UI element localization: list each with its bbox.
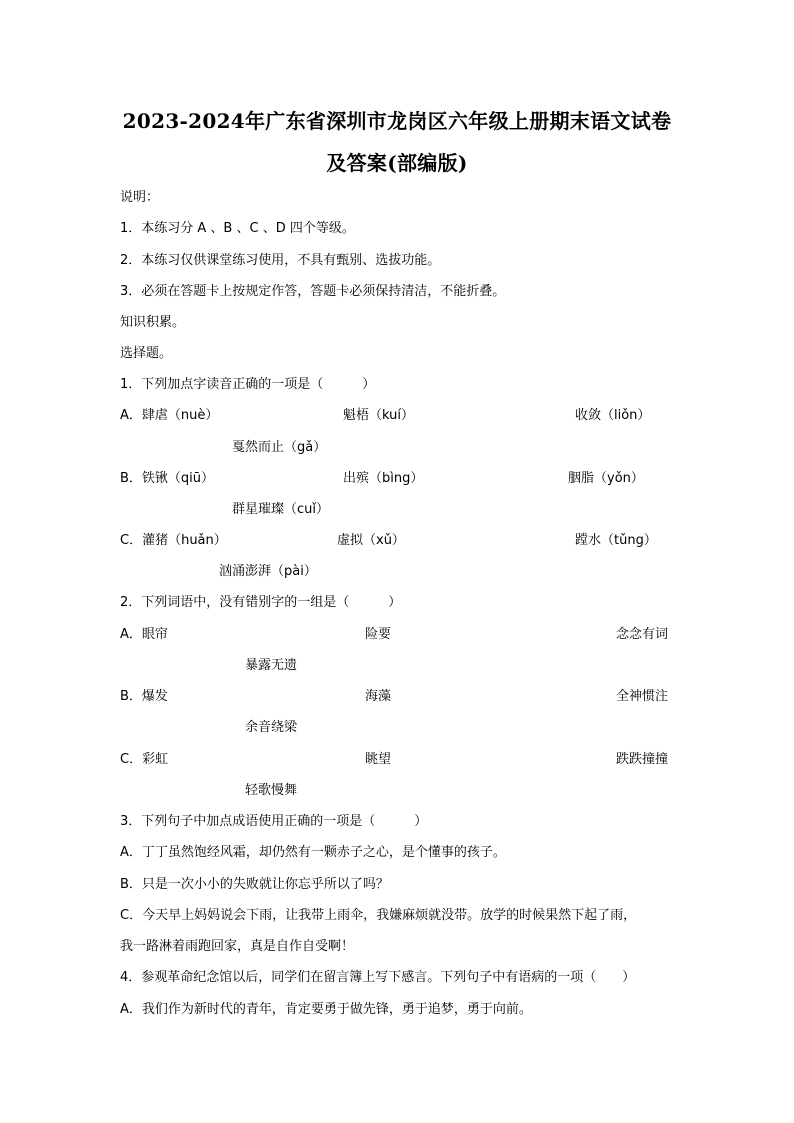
q2-option-b-word3: 全神惯注: [616, 689, 669, 704]
q1-option-b-word2: 出殡（bìng）: [343, 471, 424, 486]
q1-option-c-word2: 虚拟（xǔ）: [337, 533, 405, 548]
doc-title-line2: 及答案(部编版): [326, 151, 468, 175]
q2-option-c-word1: C．彩虹: [120, 752, 169, 767]
q2-option-a-word4: 暴露无遗: [245, 658, 298, 673]
instructions-label: 说明：: [120, 190, 160, 205]
instruction-3: 3．必须在答题卡上按规定作答，答题卡必须保持清洁，不能折叠。: [120, 284, 506, 299]
q1-option-a-word3: 收敛（liǒn）: [575, 408, 651, 423]
q1-option-b-word1: B．铁锹（qiū）: [120, 471, 215, 486]
q2-option-c-word2: 眺望: [365, 752, 392, 767]
q1-option-c-word3: 蹚水（tǔng）: [575, 533, 657, 548]
q2-option-c-word4: 轻歌慢舞: [245, 783, 298, 798]
q2-option-c-word3: 跌跌撞撞: [616, 752, 669, 767]
instruction-1: 1．本练习分 A 、B 、C 、D 四个等级。: [120, 221, 355, 236]
question-1-stem: 1．下列加点字读音正确的一项是（ ）: [120, 377, 376, 392]
q2-option-b-word4: 余音绕梁: [245, 720, 298, 735]
instruction-2: 2．本练习仅供课堂练习使用，不具有甄别、选拔功能。: [120, 253, 441, 268]
doc-title-line1: 2023-2024年广东省深圳市龙岗区六年级上册期末语文试卷: [122, 109, 672, 133]
question-2-stem: 2．下列词语中，没有错别字的一组是（ ）: [120, 595, 402, 610]
q1-option-a-word2: 魁梧（kuí）: [343, 408, 414, 423]
section-heading-knowledge: 知识积累。: [120, 315, 186, 330]
q2-option-b-word2: 海藻: [365, 689, 392, 704]
q1-option-b-word4: 群星璀璨（cuǐ）: [232, 502, 329, 517]
q3-option-c-line1: C．今天早上妈妈说会下雨，让我带上雨伞，我嫌麻烦就没带。放学的时候果然下起了雨，: [120, 908, 637, 923]
q4-option-a: A．我们作为新时代的青年，肯定要勇于做先锋，勇于追梦，勇于向前。: [120, 1002, 532, 1017]
q2-option-b-word1: B．爆发: [120, 689, 168, 704]
q3-option-b: B．只是一次小小的失败就让你忘乎所以了吗？: [120, 877, 389, 892]
q1-option-b-word3: 胭脂（yǒn）: [568, 471, 644, 486]
q3-option-a: A．丁丁虽然饱经风霜，却仍然有一颗赤子之心，是个懂事的孩子。: [120, 845, 506, 860]
section-heading-choice: 选择题。: [120, 346, 173, 361]
q1-option-a-word4: 戛然而止（gǎ）: [232, 440, 327, 455]
question-4-stem: 4．参观革命纪念馆以后，同学们在留言簿上写下感言。下列句子中有语病的一项（ ）: [120, 970, 636, 985]
q1-option-c-word4: 汹涌澎湃（pài）: [219, 564, 317, 579]
question-3-stem: 3．下列句子中加点成语使用正确的一项是（ ）: [120, 814, 428, 829]
q1-option-c-word1: C．灌猪（huǎn）: [120, 533, 227, 548]
q2-option-a-word3: 念念有词: [616, 627, 669, 642]
q2-option-a-word2: 险要: [365, 627, 392, 642]
q1-option-a-word1: A．肆虐（nuè）: [120, 408, 219, 423]
q2-option-a-word1: A．眼帘: [120, 627, 168, 642]
q3-option-c-line2: 我一路淋着雨跑回家，真是自作自受啊！: [120, 939, 355, 954]
